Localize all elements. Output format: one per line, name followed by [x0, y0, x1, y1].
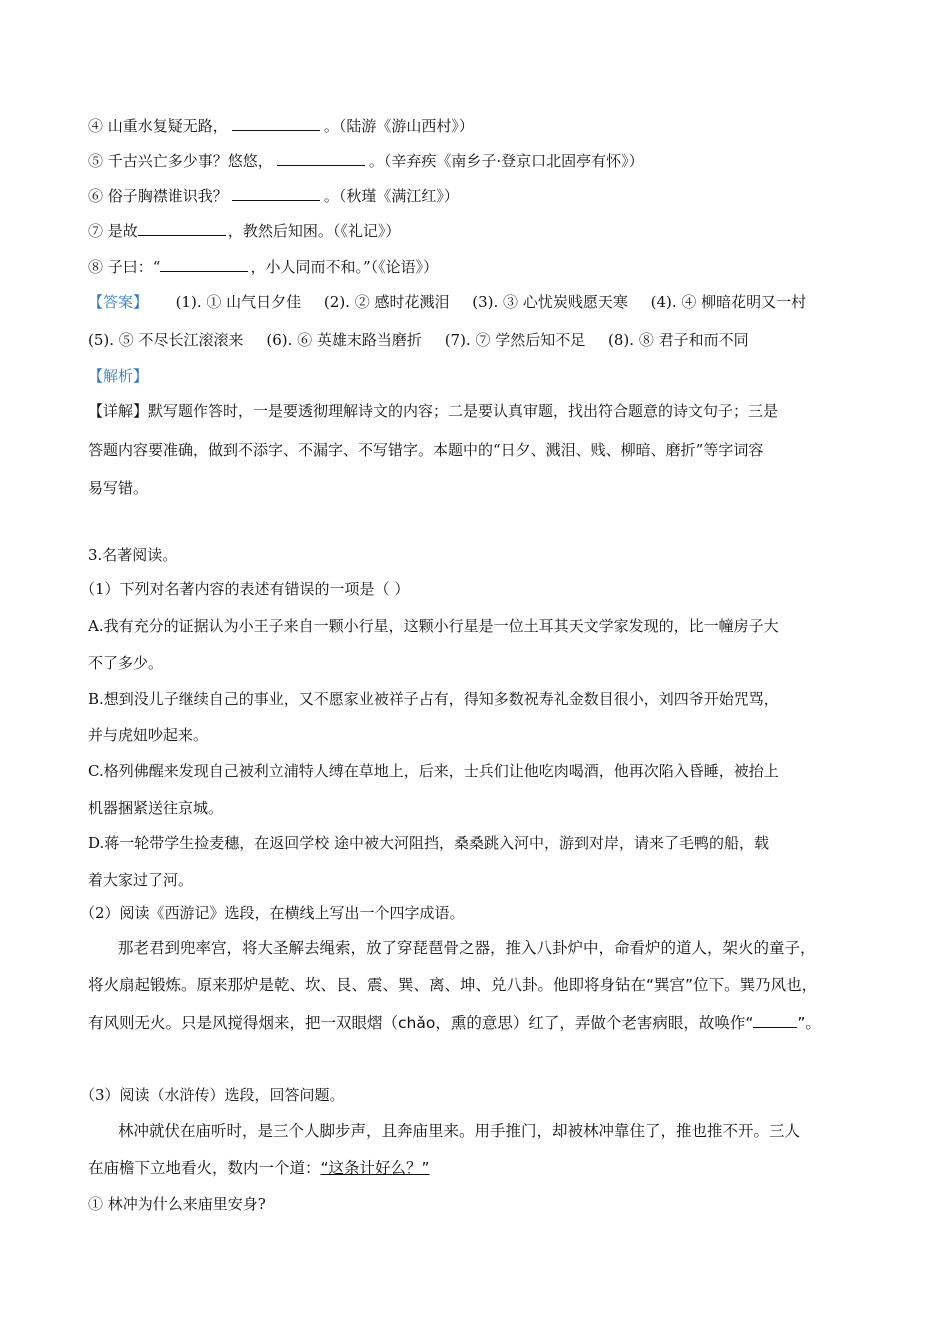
shuihu-passage-2: 在庙檐下立地看火，数内一个道：“这条计好么？” [88, 1159, 430, 1177]
analysis-detail: 易写错。 [88, 479, 149, 497]
option-b: B.想到没儿子继续自己的事业，又不愿家业被祥子占有，得知多数祝寿礼金数目很小，刘四爷开始咒骂， [88, 690, 779, 708]
xiyou-passage: 将火扇起锻炼。原来那炉是乾、坎、艮、震、巽、离、坤、兑八卦。他即将身钻在“巽宫”位下。巽乃风也， [88, 976, 818, 994]
question-3-title: 3.名著阅读。 [88, 546, 178, 564]
answer-item: (1). ① 山气日夕佳 [175, 293, 302, 311]
poem-line-4: ④ 山重水复疑无路， 。（陆游《游山西村》） [88, 117, 474, 135]
analysis-detail: 答题内容要准确，做到不添字、不漏字、不写错字。本题中的“日夕、溅泪、贱、柳暗、磨折”等字词容 [88, 441, 764, 459]
fill-blank [277, 151, 365, 166]
analysis-tag: 【解析】 [88, 367, 149, 385]
answer-item: (8). ⑧ 君子和而不同 [608, 331, 749, 349]
q3-sub3: （3）阅读（水浒传）选段，回答问题。 [80, 1086, 345, 1104]
fill-blank [138, 221, 226, 236]
poem-line-5: ⑤ 千古兴亡多少事？悠悠， 。（辛弃疾《南乡子·登京口北固亭有怀》） [88, 152, 644, 170]
option-c-cont: 机器捆紧送往京城。 [88, 799, 224, 817]
option-c: C.格列佛醒来发现自己被利立浦特人缚在草地上，后来，士兵们让他吃肉喝酒，他再次陷入昏睡，被抬上 [88, 762, 779, 780]
q3-sub1: （1）下列对名著内容的表述有错误的一项是（ ） [80, 580, 410, 598]
analysis-detail: 【详解】默写题作答时，一是要透彻理解诗文的内容；二是要认真审题，找出符合题意的诗文句子；三是 [88, 402, 779, 420]
option-d: D.蒋一轮带学生捡麦穗，在返回学校 途中被大河阻挡，桑桑跳入河中，游到对岸，请来了毛鸭的船，载 [88, 834, 770, 852]
answer-item: (6). ⑥ 英雄末路当磨折 [266, 331, 422, 349]
answer-item: (2). ② 感时花溅泪 [323, 293, 450, 311]
option-d-cont: 着大家过了河。 [88, 871, 194, 889]
option-a-cont: 不了多少。 [88, 654, 164, 672]
analysis-tag-line [88, 366, 870, 386]
xiyou-passage-last: 有风则无火。只是风搅得烟来，把一双眼熠（chǎo，熏的意思）红了，弄做个老害病眼，故唤作“ ”。 [88, 1014, 821, 1032]
answer-item: (5). ⑤ 不尽长江滚滚来 [88, 331, 244, 349]
xiyou-passage: 那老君到兜率宫，将大圣解去绳索，放了穿琵琶骨之器，推入八卦炉中，命看炉的道人，架火的童子， [118, 939, 816, 957]
poem-line-7: ⑦ 是故 ，教然后知困。（《礼记》） [88, 222, 401, 240]
option-b-cont: 并与虎妞吵起来。 [88, 726, 209, 744]
underlined-quote: “这条计好么？” [320, 1159, 430, 1177]
answer-item: (7). ⑦ 学然后知不足 [444, 331, 586, 349]
answer-item: (3). ③ 心忧炭贱愿天寒 [472, 293, 628, 311]
fill-blank [232, 186, 320, 201]
poem-line-6: ⑥ 俗子胸襟谁识我？ 。（秋瑾《满江红》） [88, 187, 459, 205]
poem-line-8: ⑧ 子曰：“ ，小人同而不和。”（《论语》） [88, 258, 439, 276]
answer-item: (4). ④ 柳暗花明又一村 [650, 293, 807, 311]
question-1: ① 林冲为什么来庙里安身? [88, 1195, 266, 1213]
fill-blank [160, 257, 248, 272]
option-a: A.我有充分的证据认为小王子来自一颗小行星，这颗小行星是一位土耳其天文学家发现的，比一幢房子大 [88, 617, 779, 635]
idiom-blank [753, 1013, 797, 1028]
answer-line-1 [88, 292, 870, 312]
answer-tag: 【答案】 [88, 293, 149, 311]
fill-blank [232, 116, 320, 131]
q3-sub2: （2）阅读《西游记》选段，在横线上写出一个四字成语。 [80, 904, 465, 922]
answer-line-2 [88, 330, 870, 350]
shuihu-passage: 林冲就伏在庙听时，是三个人脚步声，且奔庙里来。用手推门，却被林冲靠住了，推也推不开。三人 [118, 1122, 801, 1140]
